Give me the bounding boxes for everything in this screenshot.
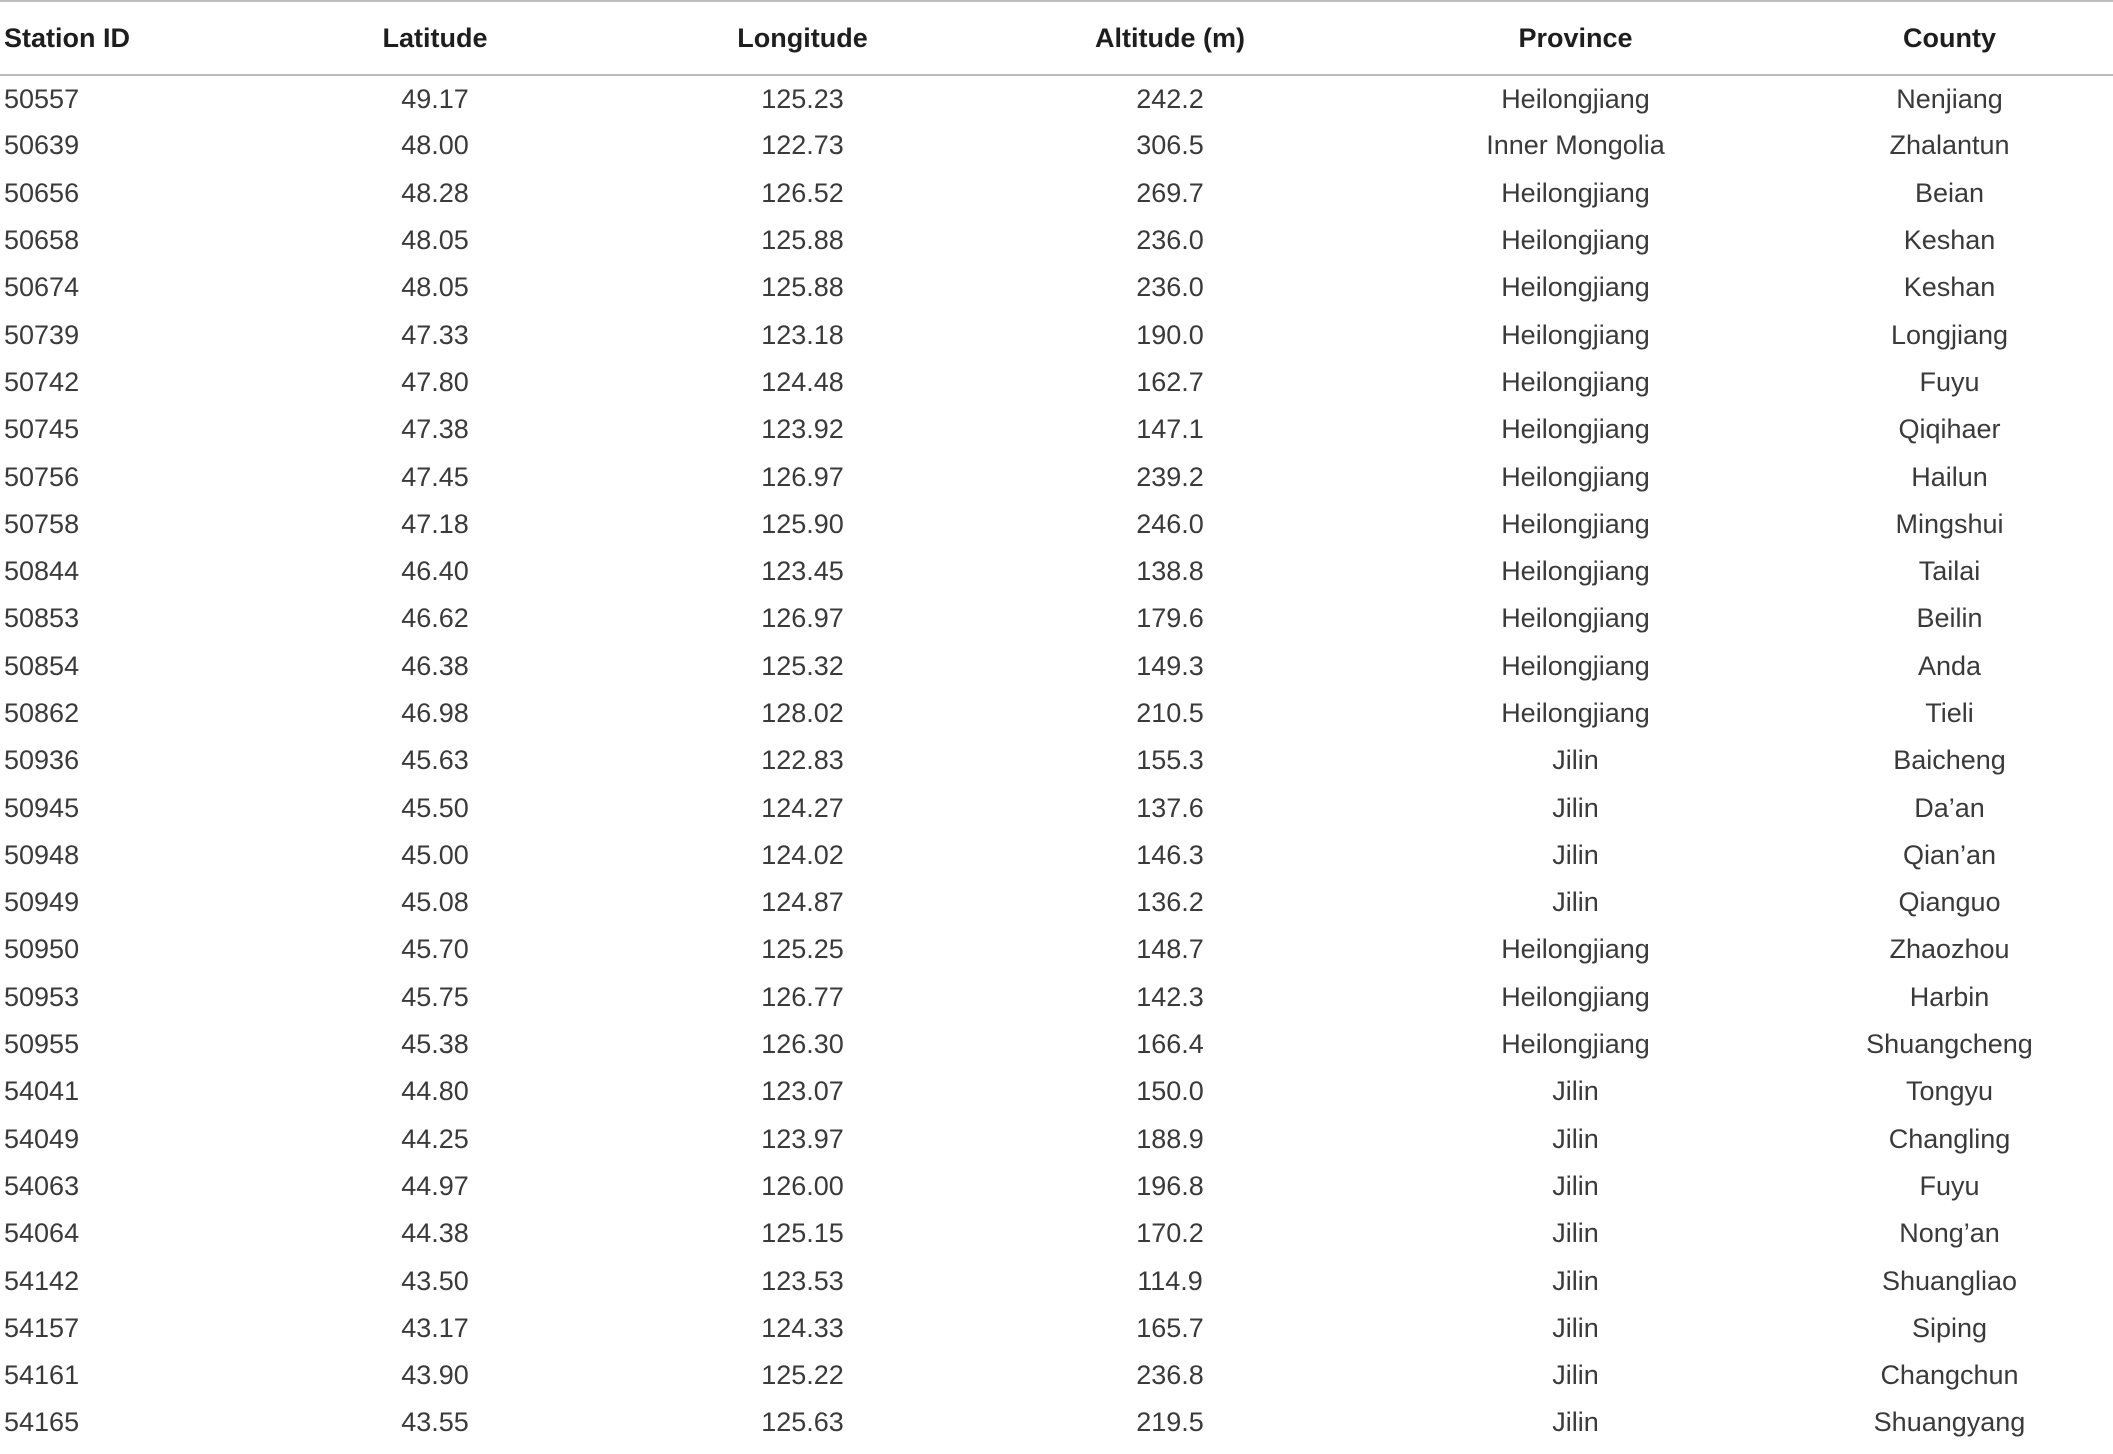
- county-cell: Shuangliao: [1881, 1265, 2018, 1296]
- latitude-cell: 45.70: [401, 934, 469, 965]
- station-id-cell: 50955: [4, 1029, 80, 1060]
- altitude-cell: 155.3: [1136, 745, 1204, 776]
- county-cell: Keshan: [1903, 272, 1996, 303]
- county-cell: Changling: [1888, 1123, 2011, 1154]
- table-row: [0, 548, 2113, 595]
- altitude-cell: 236.8: [1136, 1360, 1204, 1391]
- table-row: [0, 595, 2113, 642]
- latitude-cell: 45.08: [401, 887, 469, 918]
- province-cell: Jilin: [1552, 1123, 1599, 1154]
- table-row: [0, 926, 2113, 973]
- altitude-cell: 137.6: [1136, 792, 1204, 823]
- longitude-cell: 125.88: [761, 225, 844, 256]
- altitude-cell: 147.1: [1136, 414, 1204, 445]
- table-row: [0, 1163, 2113, 1210]
- altitude-cell: 236.0: [1136, 272, 1204, 303]
- table-row: [0, 122, 2113, 169]
- county-cell: Changchun: [1880, 1360, 2019, 1391]
- county-cell: Anda: [1917, 650, 1982, 681]
- county-cell: Qian’an: [1902, 839, 1997, 870]
- altitude-cell: 306.5: [1136, 130, 1204, 161]
- station-id-cell: 54041: [4, 1076, 80, 1107]
- longitude-cell: 123.45: [761, 556, 844, 587]
- table-row: [0, 879, 2113, 926]
- county-cell: Qianguo: [1898, 887, 2001, 918]
- longitude-cell: 126.77: [761, 981, 844, 1012]
- longitude-cell: 125.63: [761, 1407, 844, 1438]
- table-row: [0, 1021, 2113, 1068]
- province-cell: Jilin: [1552, 1218, 1599, 1249]
- station-id-cell: 54064: [4, 1218, 80, 1249]
- station-id-cell: 50745: [4, 414, 80, 445]
- altitude-cell: 269.7: [1136, 177, 1204, 208]
- longitude-cell: 125.15: [761, 1218, 844, 1249]
- county-cell: Keshan: [1903, 225, 1996, 256]
- province-cell: Jilin: [1552, 792, 1599, 823]
- altitude-cell: 239.2: [1136, 461, 1204, 492]
- station-id-cell: 50949: [4, 887, 80, 918]
- county-cell: Nong’an: [1899, 1218, 2000, 1249]
- station-id-cell: 50936: [4, 745, 80, 776]
- county-cell: Shuangcheng: [1866, 1029, 2033, 1060]
- county-cell: Longjiang: [1890, 319, 2009, 350]
- longitude-cell: 126.97: [761, 461, 844, 492]
- province-cell: Jilin: [1552, 839, 1599, 870]
- station-id-cell: 54063: [4, 1170, 80, 1201]
- province-cell: Jilin: [1552, 745, 1599, 776]
- province-cell: Heilongjiang: [1501, 272, 1650, 303]
- county-cell: Harbin: [1909, 981, 1990, 1012]
- altitude-cell: 219.5: [1136, 1407, 1204, 1438]
- latitude-cell: 44.80: [401, 1076, 469, 1107]
- latitude-cell: 47.38: [401, 414, 469, 445]
- station-id-cell: 54161: [4, 1360, 80, 1391]
- longitude-cell: 124.27: [761, 792, 844, 823]
- station-id-cell: 50862: [4, 698, 80, 728]
- province-cell: Jilin: [1552, 1360, 1599, 1391]
- province-cell: Heilongjiang: [1501, 461, 1650, 492]
- latitude-cell: 48.05: [401, 225, 469, 256]
- province-cell: Jilin: [1552, 1407, 1599, 1438]
- latitude-cell: 48.00: [401, 130, 469, 161]
- latitude-cell: 45.38: [401, 1029, 469, 1060]
- station-id-cell: 54165: [4, 1407, 80, 1438]
- longitude-cell: 128.02: [761, 698, 844, 728]
- station-id-cell: 50854: [4, 650, 80, 681]
- altitude-cell: 165.7: [1136, 1312, 1204, 1343]
- table-body: [0, 75, 2113, 1447]
- province-cell: Jilin: [1552, 1265, 1599, 1296]
- latitude-cell: 47.18: [401, 508, 469, 539]
- altitude-cell: 242.2: [1136, 83, 1204, 114]
- county-cell: Tieli: [1925, 698, 1974, 728]
- latitude-cell: 47.33: [401, 319, 469, 350]
- altitude-cell: 162.7: [1136, 366, 1204, 397]
- station-id-cell: 50945: [4, 792, 80, 823]
- province-cell: Heilongjiang: [1501, 603, 1650, 634]
- altitude-cell: 146.3: [1136, 839, 1204, 870]
- station-id-cell: 50742: [4, 366, 80, 397]
- table-row: [0, 75, 2113, 122]
- station-id-cell: 50674: [4, 272, 80, 303]
- station-id-cell: 50950: [4, 934, 80, 965]
- table-row: [0, 406, 2113, 453]
- table-row: [0, 359, 2113, 406]
- table-row: [0, 311, 2113, 358]
- table-row: [0, 501, 2113, 548]
- province-cell: Jilin: [1552, 1076, 1599, 1107]
- longitude-cell: 125.22: [761, 1360, 844, 1391]
- table-row: [0, 737, 2113, 784]
- latitude-cell: 46.62: [401, 603, 469, 634]
- longitude-cell: 124.87: [761, 887, 844, 918]
- province-cell: Inner Mongolia: [1486, 130, 1665, 161]
- table-row: [0, 1352, 2113, 1399]
- longitude-cell: 125.23: [761, 83, 844, 114]
- longitude-cell: 126.97: [761, 603, 844, 634]
- longitude-cell: 125.88: [761, 272, 844, 303]
- province-cell: Heilongjiang: [1501, 177, 1650, 208]
- longitude-cell: 124.48: [761, 366, 844, 397]
- altitude-cell: 138.8: [1136, 556, 1204, 587]
- station-id-cell: 54049: [4, 1123, 80, 1154]
- latitude-cell: 46.40: [401, 556, 469, 587]
- table-header: [0, 1, 2113, 75]
- station-id-cell: 50844: [4, 556, 80, 587]
- table-row: [0, 974, 2113, 1021]
- county-cell: Mingshui: [1895, 508, 2004, 539]
- table-row: [0, 784, 2113, 831]
- station-id-cell: 50853: [4, 603, 80, 634]
- latitude-cell: 47.45: [401, 461, 469, 492]
- province-cell: Heilongjiang: [1501, 366, 1650, 397]
- station-id-cell: 50557: [4, 83, 80, 114]
- longitude-cell: 126.52: [761, 177, 844, 208]
- latitude-cell: 44.97: [401, 1170, 469, 1201]
- longitude-cell: 123.18: [761, 319, 844, 350]
- latitude-cell: 46.98: [401, 698, 469, 728]
- county-cell: Beilin: [1916, 603, 1983, 634]
- latitude-cell: 43.90: [401, 1360, 469, 1391]
- table-row: [0, 1399, 2113, 1446]
- altitude-cell: 196.8: [1136, 1170, 1204, 1201]
- altitude-cell: 114.9: [1137, 1265, 1203, 1296]
- longitude-cell: 124.02: [761, 839, 844, 870]
- province-cell: Heilongjiang: [1501, 650, 1650, 681]
- latitude-cell: 49.17: [401, 83, 469, 114]
- longitude-cell: 126.30: [761, 1029, 844, 1060]
- longitude-cell: 126.00: [761, 1170, 844, 1201]
- station-id-cell: 50658: [4, 225, 80, 256]
- column-header-latitude: Latitude: [240, 1, 630, 75]
- station-id-cell: 50953: [4, 981, 80, 1012]
- province-cell: Heilongjiang: [1501, 319, 1650, 350]
- province-cell: Heilongjiang: [1501, 981, 1650, 1012]
- altitude-cell: 150.0: [1136, 1076, 1204, 1107]
- latitude-cell: 47.80: [401, 366, 469, 397]
- county-cell: Tailai: [1918, 556, 1981, 587]
- county-cell: Siping: [1911, 1312, 1988, 1343]
- province-cell: Heilongjiang: [1501, 934, 1650, 965]
- county-cell: Zhalantun: [1889, 130, 2010, 161]
- county-cell: Tongyu: [1905, 1076, 1994, 1107]
- station-id-cell: 50739: [4, 319, 80, 350]
- latitude-cell: 48.05: [401, 272, 469, 303]
- station-id-cell: 50758: [4, 508, 80, 539]
- latitude-cell: 43.55: [401, 1407, 469, 1438]
- table-row: [0, 643, 2113, 690]
- altitude-cell: 166.4: [1136, 1029, 1204, 1060]
- altitude-cell: 179.6: [1136, 603, 1204, 634]
- longitude-cell: 125.90: [761, 508, 844, 539]
- table-row: [0, 1068, 2113, 1115]
- latitude-cell: 45.63: [401, 745, 469, 776]
- province-cell: Heilongjiang: [1501, 508, 1650, 539]
- longitude-cell: 124.33: [761, 1312, 844, 1343]
- longitude-cell: 125.32: [761, 650, 844, 681]
- column-header-altitude: Altitude (m): [975, 1, 1365, 75]
- station-id-cell: 50948: [4, 839, 80, 870]
- table-row: [0, 1305, 2113, 1352]
- province-cell: Heilongjiang: [1501, 1029, 1650, 1060]
- latitude-cell: 44.38: [401, 1218, 469, 1249]
- table-row: [0, 217, 2113, 264]
- table-row: [0, 690, 2113, 737]
- column-header-province: Province: [1365, 1, 1786, 75]
- column-header-county: County: [1786, 1, 2113, 75]
- latitude-cell: 44.25: [401, 1123, 469, 1154]
- county-cell: Da’an: [1914, 792, 1985, 823]
- table-row: [0, 1210, 2113, 1257]
- longitude-cell: 125.25: [761, 934, 844, 965]
- station-id-cell: 50756: [4, 461, 80, 492]
- latitude-cell: 43.17: [401, 1312, 469, 1343]
- altitude-cell: 170.2: [1136, 1218, 1204, 1249]
- province-cell: Jilin: [1552, 1170, 1599, 1201]
- table-row: [0, 1116, 2113, 1163]
- province-cell: Heilongjiang: [1501, 556, 1650, 587]
- altitude-cell: 246.0: [1136, 508, 1204, 539]
- altitude-cell: 210.5: [1136, 698, 1204, 728]
- table-row: [0, 264, 2113, 311]
- county-cell: Nenjiang: [1896, 83, 2003, 114]
- longitude-cell: 123.53: [761, 1265, 844, 1296]
- header-row: [0, 1, 2113, 75]
- altitude-cell: 142.3: [1136, 981, 1204, 1012]
- longitude-cell: 123.97: [761, 1123, 844, 1154]
- province-cell: Heilongjiang: [1501, 698, 1650, 728]
- county-cell: Fuyu: [1919, 1170, 1980, 1201]
- province-cell: Jilin: [1552, 1312, 1599, 1343]
- longitude-cell: 123.92: [761, 414, 844, 445]
- county-cell: Hailun: [1911, 461, 1988, 492]
- province-cell: Heilongjiang: [1501, 83, 1650, 114]
- province-cell: Jilin: [1552, 887, 1599, 918]
- province-cell: Heilongjiang: [1501, 225, 1650, 256]
- altitude-cell: 236.0: [1136, 225, 1204, 256]
- table-row: [0, 453, 2113, 500]
- latitude-cell: 46.38: [401, 650, 469, 681]
- latitude-cell: 45.75: [401, 981, 469, 1012]
- table-row: [0, 1257, 2113, 1304]
- table-row: [0, 170, 2113, 217]
- table-row: [0, 832, 2113, 879]
- longitude-cell: 123.07: [761, 1076, 844, 1107]
- station-id-cell: 54157: [4, 1312, 80, 1343]
- county-cell: Baicheng: [1893, 745, 2006, 776]
- county-cell: Fuyu: [1919, 366, 1980, 397]
- altitude-cell: 190.0: [1136, 319, 1204, 350]
- latitude-cell: 45.50: [401, 792, 469, 823]
- latitude-cell: 48.28: [401, 177, 469, 208]
- longitude-cell: 122.83: [761, 745, 844, 776]
- altitude-cell: 148.7: [1136, 934, 1204, 965]
- column-header-longitude: Longitude: [630, 1, 975, 75]
- province-cell: Heilongjiang: [1501, 414, 1650, 445]
- altitude-cell: 136.2: [1136, 887, 1204, 918]
- county-cell: Beian: [1914, 177, 1985, 208]
- county-cell: Zhaozhou: [1889, 934, 2010, 965]
- longitude-cell: 122.73: [761, 130, 844, 161]
- altitude-cell: 149.3: [1136, 650, 1204, 681]
- county-cell: Qiqihaer: [1898, 414, 2001, 445]
- station-id-cell: 50639: [4, 130, 80, 161]
- county-cell: Shuangyang: [1873, 1407, 2026, 1438]
- latitude-cell: 45.00: [401, 839, 469, 870]
- latitude-cell: 43.50: [401, 1265, 469, 1296]
- station-id-cell: 54142: [4, 1265, 80, 1296]
- station-id-cell: 50656: [4, 177, 80, 208]
- altitude-cell: 188.9: [1136, 1123, 1204, 1154]
- column-header-station-id: Station ID: [0, 1, 240, 75]
